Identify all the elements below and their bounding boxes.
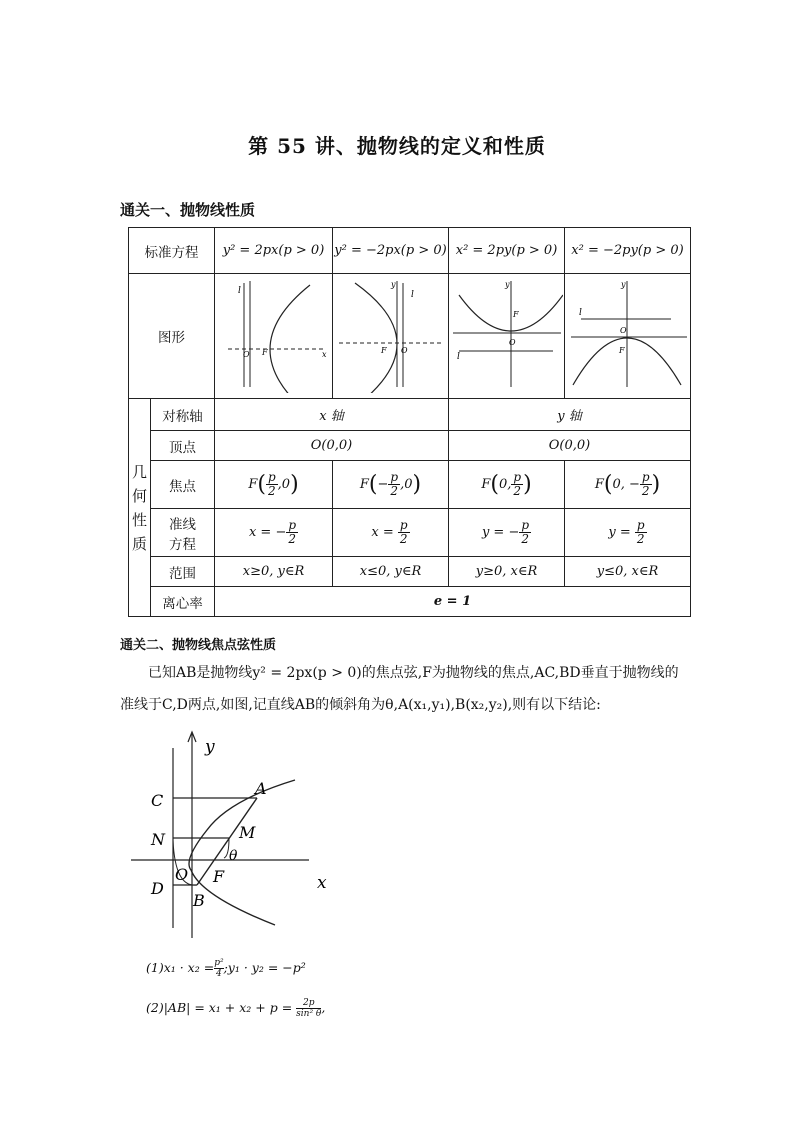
directrix-label: 准线 方程 <box>151 509 215 557</box>
section-heading-1: 通关一、抛物线性质 <box>120 201 256 219</box>
diag-d-label: D <box>151 879 164 898</box>
figure-cell-1 <box>215 274 333 399</box>
range-1: x≥0, y∈R <box>215 557 333 587</box>
diag-m-label: M <box>239 823 256 842</box>
parabola-right-figure <box>218 275 330 393</box>
range-row <box>129 557 691 587</box>
diag-c-label: C <box>151 791 164 810</box>
focus-1: F( $\frac{p}{2}$ ,0) <box>215 461 333 509</box>
fig4-l-label: l <box>578 308 582 318</box>
fig1-l-label: l <box>237 286 241 296</box>
directrix-3: y = − $\frac{p}{2}$ <box>449 509 565 557</box>
diag-o-label: O <box>175 865 189 884</box>
page-title: 第 55 讲、抛物线的定义和性质 <box>248 134 546 158</box>
section-heading-2: 通关二、抛物线焦点弦性质 <box>120 638 277 653</box>
fig4-o-label: O <box>619 326 627 335</box>
focus-row <box>129 461 691 509</box>
equation-1: y² = 2px(p > 0) <box>215 228 333 274</box>
figure-cell-4 <box>565 274 691 399</box>
intro-paragraph: 已知AB是抛物线y² = 2px(p > 0)的焦点弦,F为抛物线的焦点,AC,BD垂直于抛物线的准线于C,D两点,如图,记直线AB的倾斜角为θ,A(x₁,y₁),B(x₂,y₂),则有以下结论: <box>120 665 679 713</box>
directrix-1: x = − $\frac{p}{2}$ <box>215 509 333 557</box>
fig1-x-label: x <box>321 350 327 359</box>
vertex-row <box>129 431 691 461</box>
vertex-label: 顶点 <box>151 431 215 461</box>
fig3-y-label: y <box>504 280 510 289</box>
fig4-y-label: y <box>620 280 626 289</box>
fig3-l-label: l <box>456 352 460 362</box>
axis-row <box>129 399 691 431</box>
parabola-properties-table <box>128 227 691 617</box>
range-4: y≤0, x∈R <box>565 557 691 587</box>
equation-3: x² = 2py(p > 0) <box>449 228 565 274</box>
axis-value-x: x 轴 <box>215 399 449 431</box>
equation-row <box>129 228 691 274</box>
range-label: 范围 <box>151 557 215 587</box>
fig1-o-label: O <box>242 350 250 359</box>
focal-chord-diagram <box>125 728 345 938</box>
diag-a-label: A <box>255 779 267 798</box>
figure-cell-2 <box>333 274 449 399</box>
fig2-f-label: F <box>380 346 387 355</box>
result-1: (1)x₁ · x₂ = $\frac{\text{p²}}{4};y_1 \cdot y_2 = -p^2$ <box>146 958 306 979</box>
focus-label: 焦点 <box>151 461 215 509</box>
fig3-f-label: F <box>512 310 519 319</box>
parabola-up-figure <box>451 275 563 393</box>
fig3-o-label: O <box>508 338 516 347</box>
directrix-row <box>129 509 691 557</box>
group-label: 几 何 性 质 <box>129 399 151 617</box>
fig2-y-label: y <box>390 280 396 289</box>
parabola-down-figure <box>567 275 689 393</box>
vertex-value-1: O(0,0) <box>215 431 449 461</box>
equation-2: y² = −2px(p > 0) <box>333 228 449 274</box>
diag-y-label: y <box>205 737 215 757</box>
range-2: x≤0, y∈R <box>333 557 449 587</box>
diag-b-label: B <box>193 891 205 910</box>
figure-cell-3 <box>449 274 565 399</box>
header-label: 标准方程 <box>129 228 215 274</box>
figure-label: 图形 <box>129 274 215 399</box>
fig4-f-label: F <box>618 346 625 355</box>
figure-row <box>129 274 691 399</box>
vertex-value-2: O(0,0) <box>449 431 691 461</box>
diag-x-label: x <box>317 873 327 893</box>
parabola-left-figure <box>335 275 447 393</box>
focus-2: F(− $\frac{p}{2}$ ,0) <box>333 461 449 509</box>
result-2: (2)|AB| = x₁ + x₂ + p = $\frac{2p}{\text{sin² θ}}$, <box>146 998 326 1019</box>
fig2-o-label: O <box>400 346 408 355</box>
focus-3: F(0, $\frac{p}{2}$ ) <box>449 461 565 509</box>
fig1-f-label: F <box>261 348 268 357</box>
eccentricity-row <box>129 587 691 617</box>
eccentricity-label: 离心率 <box>151 587 215 617</box>
focus-4: F(0, − $\frac{p}{2}$ ) <box>565 461 691 509</box>
diag-theta-label: θ <box>229 848 238 864</box>
eccentricity-value: e = 1 <box>215 587 691 617</box>
directrix-4: y = $\frac{p}{2}$ <box>565 509 691 557</box>
diag-n-label: N <box>151 830 165 849</box>
range-3: y≥0, x∈R <box>449 557 565 587</box>
equation-4: x² = −2py(p > 0) <box>565 228 691 274</box>
directrix-2: x = $\frac{p}{2}$ <box>333 509 449 557</box>
diag-f-label: F <box>213 867 225 886</box>
axis-label: 对称轴 <box>151 399 215 431</box>
axis-value-y: y 轴 <box>449 399 691 431</box>
fig2-l-label: l <box>410 290 414 300</box>
